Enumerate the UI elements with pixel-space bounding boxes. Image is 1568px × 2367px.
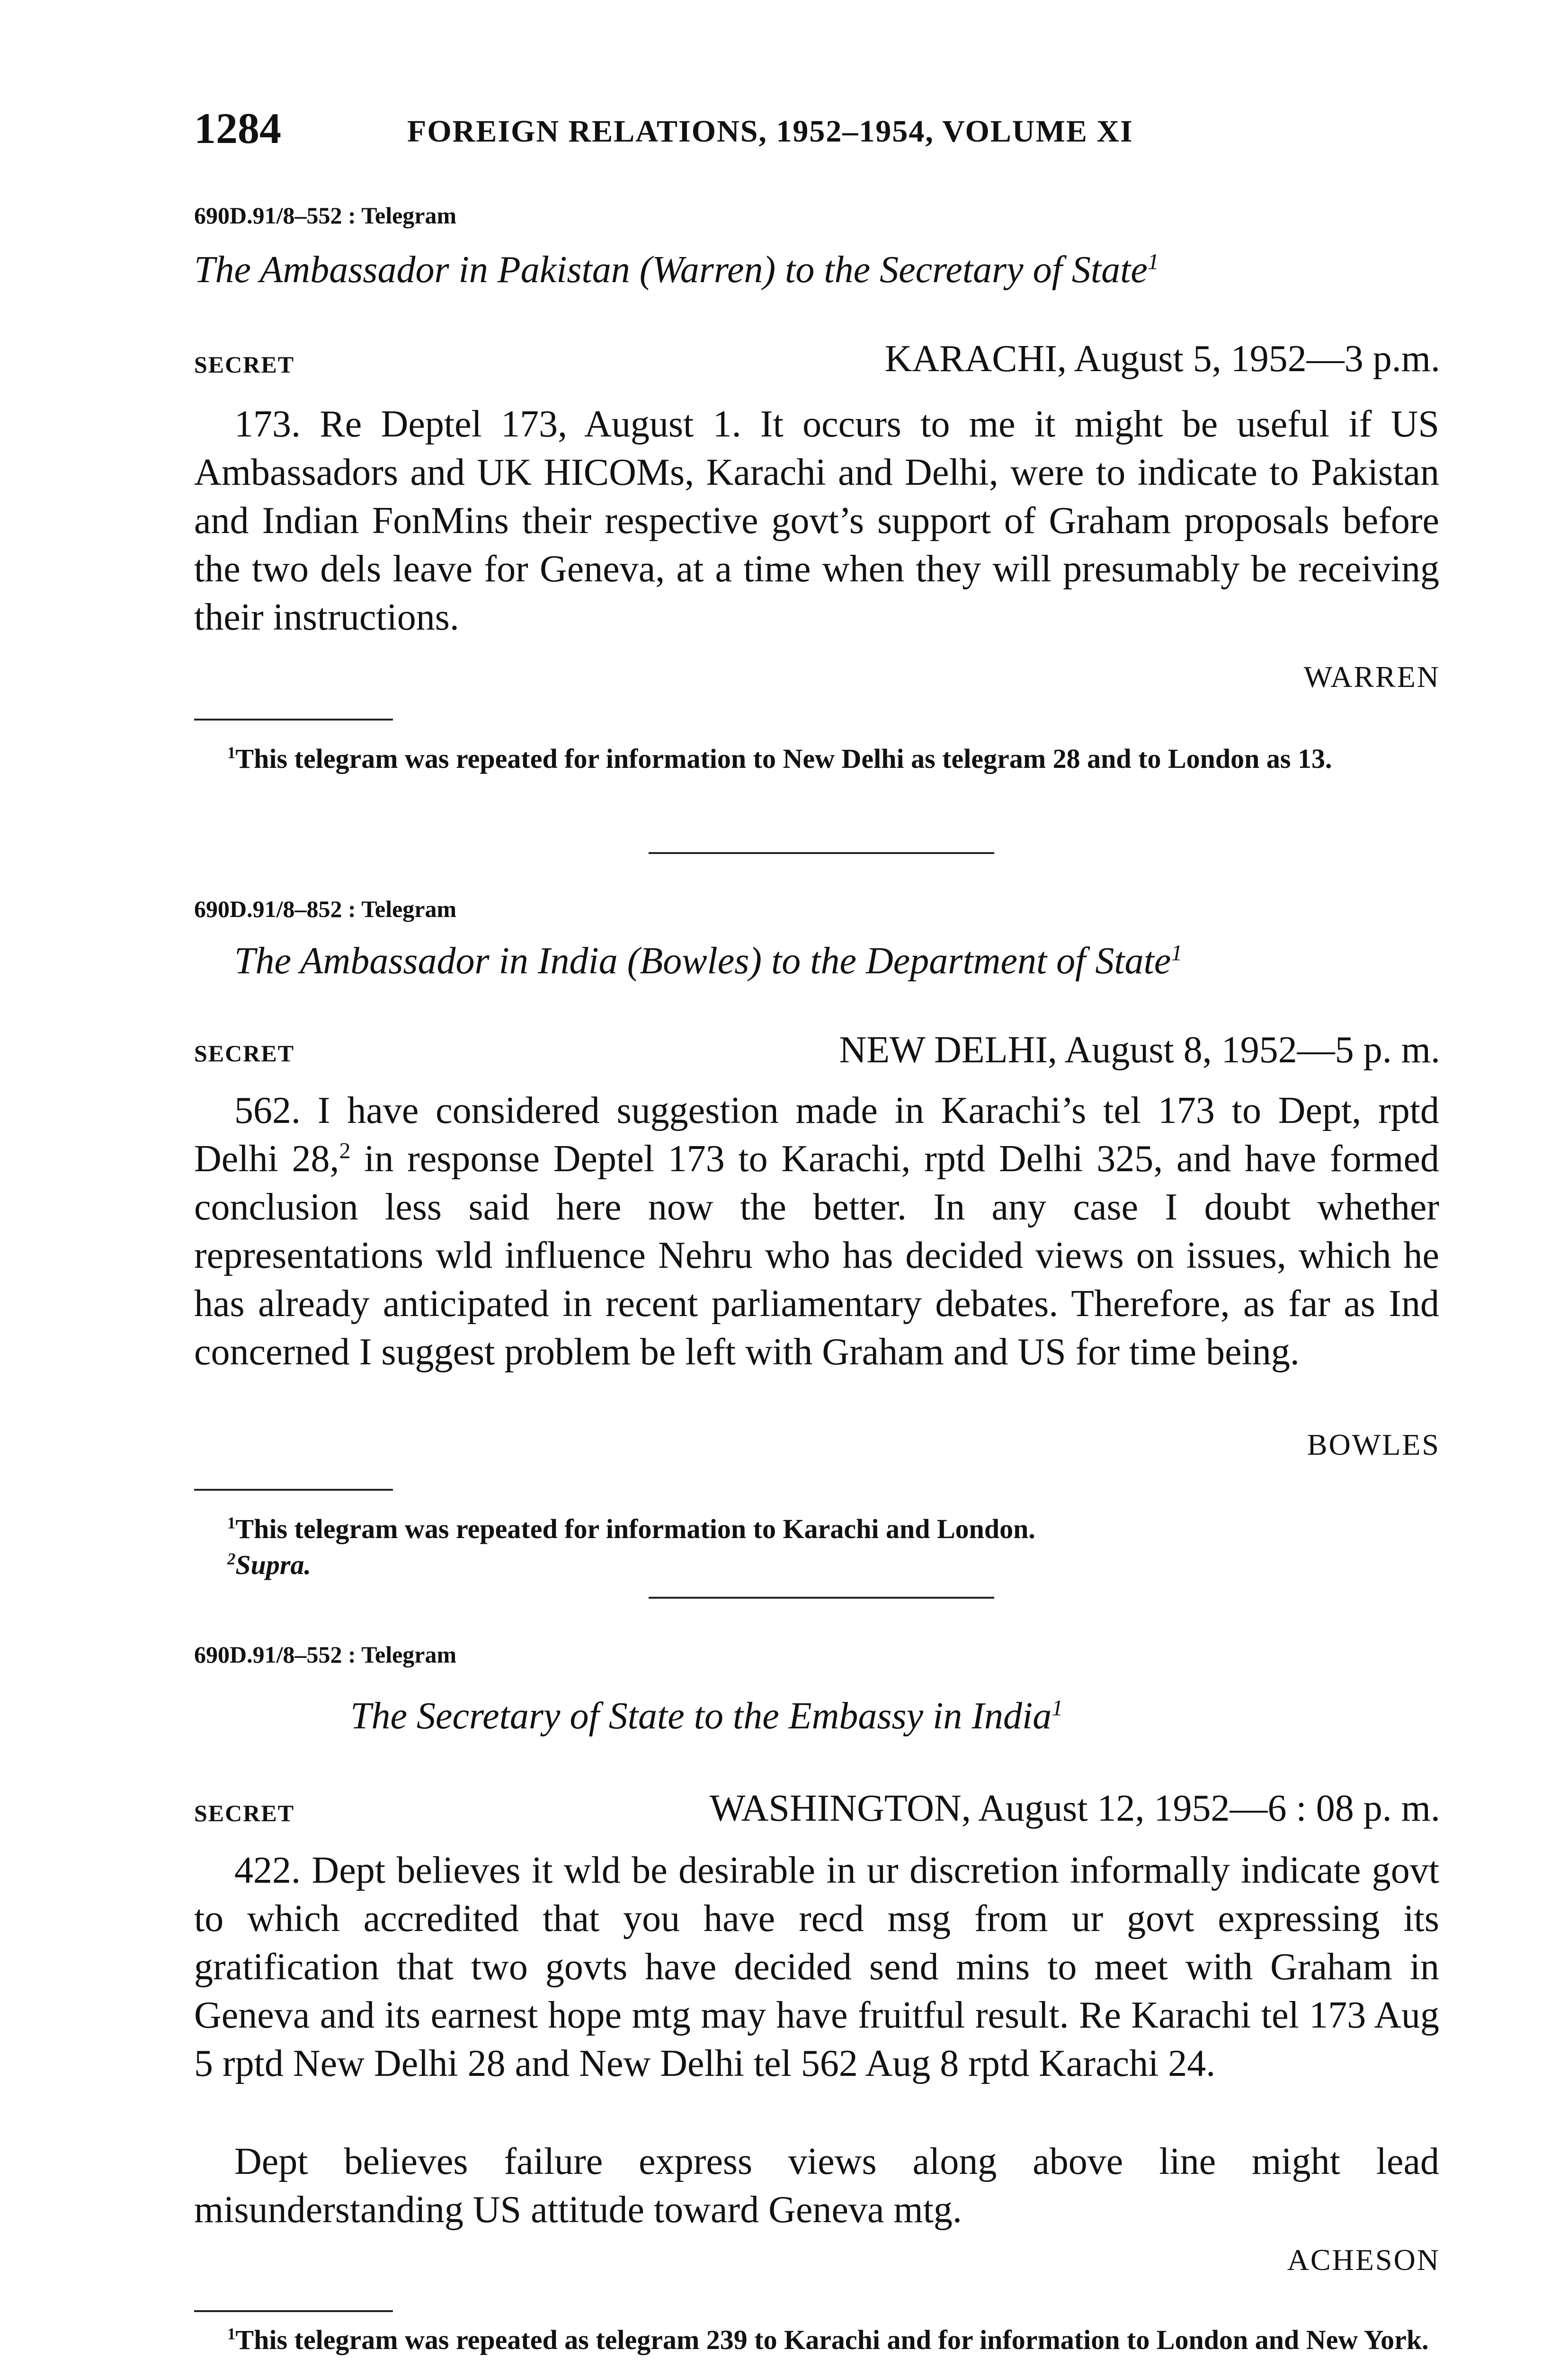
doc2-paragraph-1-start: 562. I have considered suggestion made in Karachi’s tel 173 to Dept, rptd Delhi 28, bbox=[194, 1090, 1439, 1180]
doc3-footnote-rule bbox=[194, 2310, 393, 2312]
doc3-classification: SECRET bbox=[194, 1800, 295, 1826]
doc1-file-number: 690D.91/8–552 : Telegram bbox=[194, 202, 457, 229]
doc1-dateline: KARACHI, August 5, 1952—3 p.m. bbox=[884, 338, 1440, 380]
doc2-paragraph-1 bbox=[194, 1086, 1439, 1376]
doc2-file-number: 690D.91/8–852 : Telegram bbox=[194, 896, 457, 922]
doc2-footnote-2 bbox=[194, 1547, 1439, 1583]
doc2-paragraph-note: 2 bbox=[339, 1138, 351, 1164]
doc2-footnote-2-text: Supra. bbox=[235, 1549, 311, 1580]
doc3-title-text: The Secretary of State to the Embassy in India bbox=[350, 1695, 1052, 1737]
doc2-footnote-1-mark: 1 bbox=[227, 1513, 236, 1532]
doc3-footnote-1-mark: 1 bbox=[227, 2324, 236, 2343]
running-title: FOREIGN RELATIONS, 1952–1954, VOLUME XI bbox=[407, 114, 1133, 149]
doc3-footnote-1-text: This telegram was repeated as telegram 239 to Karachi and for information to London and New York. bbox=[235, 2324, 1429, 2355]
doc1-classification: SECRET bbox=[194, 351, 295, 378]
doc2-signer: BOWLES bbox=[1307, 1428, 1440, 1461]
doc3-footnote-1 bbox=[194, 2322, 1439, 2358]
doc1-title bbox=[194, 251, 1159, 289]
doc2-title-note: 1 bbox=[1171, 940, 1183, 966]
doc3-title bbox=[350, 1697, 1063, 1735]
doc2-footnote-rule bbox=[194, 1489, 393, 1491]
doc3-signer: ACHESON bbox=[1287, 2243, 1440, 2277]
doc2-footnote-1 bbox=[194, 1511, 1439, 1547]
doc1-footnote-1-text: This telegram was repeated for information to New Delhi as telegram 28 and to London as 13. bbox=[235, 743, 1332, 774]
doc1-footnote-1-mark: 1 bbox=[227, 743, 236, 762]
doc2-title bbox=[234, 942, 1182, 980]
doc1-title-note: 1 bbox=[1147, 249, 1159, 275]
doc1-footnote-rule bbox=[194, 719, 393, 721]
doc3-dateline: WASHINGTON, August 12, 1952—6 : 08 p. m. bbox=[709, 1788, 1440, 1829]
section-separator-1 bbox=[649, 852, 994, 854]
doc3-paragraph-1: 422. Dept believes it wld be desirable in ur discretion informally indicate govt to which accredited that you have recd msg from ur govt expressing its gratification that two govts have decided send mins to meet with Graham in Geneva and its earnest hope mtg may have fruitful result. Re Karachi tel 173 Aug 5 rptd New Delhi 28 and New Delhi tel 562 Aug 8 rptd Karachi 24. bbox=[194, 1850, 1439, 2084]
doc3-title-note: 1 bbox=[1051, 1695, 1063, 1721]
doc1-signer: WARREN bbox=[1303, 660, 1440, 694]
doc3-paragraph-2: Dept believes failure express views along above line might lead misunderstanding US attitude toward Geneva mtg. bbox=[194, 2141, 1439, 2231]
doc2-footnote-1-text: This telegram was repeated for information to Karachi and London. bbox=[235, 1513, 1035, 1544]
doc1-footnote-1 bbox=[194, 741, 1439, 777]
doc2-footnote-2-mark: 2 bbox=[227, 1549, 236, 1568]
doc2-classification: SECRET bbox=[194, 1040, 295, 1067]
doc1-title-text: The Ambassador in Pakistan (Warren) to the Secretary of State bbox=[194, 249, 1148, 291]
doc2-dateline: NEW DELHI, August 8, 1952—5 p. m. bbox=[839, 1029, 1440, 1071]
doc3-file-number: 690D.91/8–552 : Telegram bbox=[194, 1641, 457, 1668]
doc2-title-text: The Ambassador in India (Bowles) to the Department of State bbox=[234, 940, 1171, 982]
page-number: 1284 bbox=[194, 104, 281, 152]
section-separator-2 bbox=[649, 1597, 994, 1599]
doc1-paragraph-1: 173. Re Deptel 173, August 1. It occurs to me it might be useful if US Ambassadors and UK HICOMs, Karachi and Delhi, were to indicate to Pakistan and Indian FonMins their respective govt’s support of Graham proposals before the two dels leave for Geneva, at a time when they will presumably be receiving their instructions. bbox=[194, 403, 1439, 638]
doc2-paragraph-1-end: in response Deptel 173 to Karachi, rptd Delhi 325, and have formed conclusion less said here now the better. In any case I doubt whether representations wld influence Nehru who has decided views on issues, which he has already anticipated in recent parliamentary debates. Therefore, as far as Ind concerned I suggest problem be left with Graham and US for time being. bbox=[194, 1138, 1439, 1373]
